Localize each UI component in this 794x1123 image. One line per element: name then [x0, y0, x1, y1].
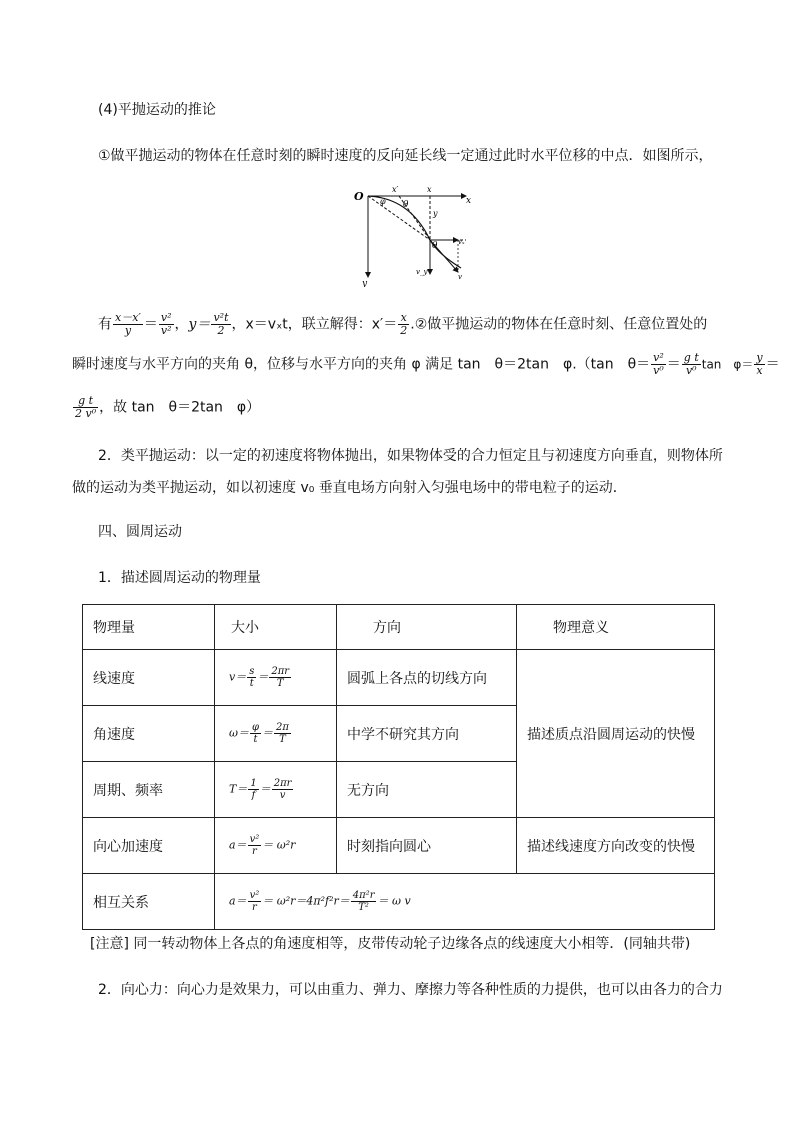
- x-prime-label: x′: [392, 185, 399, 194]
- row-direction: 中学不研究其方向: [337, 706, 517, 762]
- x-axis-label: x: [466, 196, 472, 206]
- paragraph-2: 有 $\frac{x-x'}{y}$ ＝ $\frac{\text{v²}}{\text{v²}}$ ，y＝ $\frac{\text{v²t}}{2}$ ，x＝vₓt，联立解得：x′＝ $\frac{x}{2}$ .②做平抛运动的物体在任意时刻、任意位置处的: [98, 311, 708, 337]
- row-direction: 无方向: [337, 762, 517, 818]
- row-name: 线速度: [83, 650, 215, 706]
- row-direction: 圆弧上各点的切线方向: [337, 650, 517, 706]
- x-mark-label: x: [427, 185, 432, 194]
- paragraph-5-line-1: 2．类平抛运动：以一定的初速度将物体抛出，如果物体受的合力恒定且与初速度方向垂直，则物体所: [98, 448, 723, 464]
- trajectory-curve: [368, 196, 461, 268]
- note-text: [注意] 同一转动物体上各点的角速度相等，皮带传动轮子边缘各点的线速度大小相等．(同轴共带): [90, 936, 691, 952]
- paragraph-3: 瞬时速度与水平方向的夹角 θ，位移与水平方向的夹角 φ 满足 tan θ＝2tan φ.（tan θ＝ $\frac{\text{v²}}{\text{v⁰}}$ ＝ $\frac{\text{g t}}{\text{v⁰}}$ tan φ＝ $\frac{y}{x}$ ＝: [72, 351, 780, 377]
- subheading-quantities: 1．描述圆周运动的物理量: [98, 570, 261, 586]
- table-row: [83, 818, 715, 874]
- row-name: 角速度: [83, 706, 215, 762]
- displacement-line: [368, 196, 430, 240]
- row-formula: v＝ $\frac{s}{t}$ ＝ $\frac{2\pi r}{T}$: [215, 650, 337, 706]
- section-heading-circular: 四、圆周运动: [98, 524, 182, 540]
- row-meaning: 描述线速度方向改变的快慢: [517, 818, 715, 874]
- vx-label: vₓ: [458, 238, 465, 246]
- paragraph-4: $\frac{\text{g t}}{\text{2 v⁰}}$ ，故 tan θ＝2tan φ）: [75, 394, 261, 420]
- row-name: 相互关系: [83, 874, 215, 930]
- theta-label-bottom: θ: [432, 241, 438, 251]
- row-formula: T＝ $\frac{1}{f}$ ＝ $\frac{2\pi r}{v}$: [215, 762, 337, 818]
- table-row: [83, 650, 715, 706]
- row-formula-relation: a＝ $\frac{\text{v²}}{r}$ ＝ ω²r＝4π²f²r＝ $\frac{\text{4π²r}}{\text{T²}}$ ＝ ω v: [215, 874, 715, 930]
- row-direction: 时刻指向圆心: [337, 818, 517, 874]
- theta-label-top: θ: [403, 200, 409, 210]
- header-quantity: 物理量: [83, 605, 215, 650]
- y-mark-label: y: [433, 209, 438, 218]
- paragraph-6: 2．向心力：向心力是效果力，可以由重力、弹力、摩擦力等各种性质的力提供，也可以由各力的合力: [98, 982, 723, 998]
- y-axis-label: y: [362, 279, 368, 287]
- row-formula: a＝ $\frac{\text{v²}}{r}$ ＝ ω²r: [215, 818, 337, 874]
- circular-motion-table: [82, 604, 715, 930]
- row-name: 周期、频率: [83, 762, 215, 818]
- row-formula: ω＝ $\frac{\varphi}{t}$ ＝ $\frac{2\pi}{T}$: [215, 706, 337, 762]
- vy-label: v_y: [416, 268, 428, 276]
- header-meaning: 物理意义: [517, 605, 715, 650]
- merged-meaning-cell: 描述质点沿圆周运动的快慢: [517, 650, 715, 818]
- header-direction: 方向: [337, 605, 517, 650]
- table-row: [83, 874, 715, 930]
- table-header-row: [83, 605, 715, 650]
- origin-label: O: [354, 190, 364, 203]
- row-name: 向心加速度: [83, 818, 215, 874]
- header-magnitude: 大小: [215, 605, 337, 650]
- section-title: (4)平抛运动的推论: [98, 102, 216, 118]
- phi-label: φ: [380, 197, 386, 206]
- projectile-diagram: [348, 182, 473, 287]
- paragraph-1: ①做平抛运动的物体在任意时刻的瞬时速度的反向延长线一定通过此时水平位移的中点．如图所示，: [98, 148, 713, 164]
- paragraph-5-line-2: 做的运动为类平抛运动，如以初速度 v₀ 垂直电场方向射入匀强电场中的带电粒子的运动．: [72, 480, 627, 496]
- v-label: v: [458, 273, 462, 281]
